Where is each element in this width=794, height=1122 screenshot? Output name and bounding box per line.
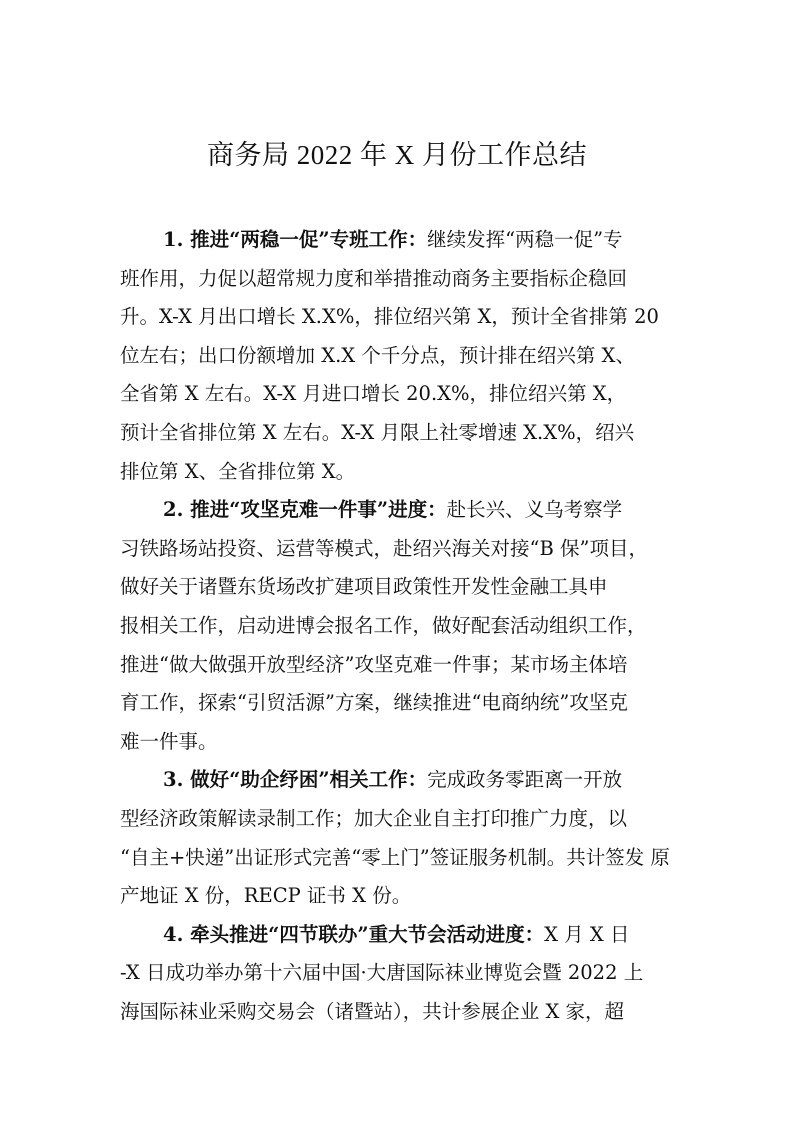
text-line [120, 221, 688, 260]
text-line [120, 877, 688, 916]
line-text: 育工作，探索“引贸活源”方案，继续推进“电商纳统”攻坚克 [120, 691, 628, 715]
section-heading: 1. 推进“两稳一促”专班工作： [163, 228, 428, 251]
line-text: 做好关于诸暨东货场改扩建项目政策性开发性金融工具申 [120, 575, 608, 599]
text-line [120, 954, 688, 993]
line-text: 难一件事。 [120, 729, 218, 753]
line-text: 型经济政策解读录制工作；加大企业自主打印推广力度，以 [120, 806, 628, 830]
document-body [120, 221, 688, 1031]
text-line [120, 530, 688, 569]
line-text: 完成政务零距离一开放 [427, 768, 623, 792]
line-text: -X 日成功举办第十六届中国·大唐国际袜业博览会暨 2022 上 [120, 961, 644, 985]
line-text: 升。X-X 月出口增长 X.X%，排位绍兴第 X，预计全省排第 20 [120, 305, 659, 329]
text-line [120, 260, 688, 299]
line-text: 报相关工作，启动进博会报名工作，做好配套活动组织工作， [120, 613, 647, 637]
line-text: 产地证 X 份，RECP 证书 X 份。 [120, 884, 412, 908]
text-line [120, 993, 688, 1032]
line-text: 推进“做大做强开放型经济”攻坚克难一件事；某市场主体培 [120, 652, 628, 676]
line-text: 赴长兴、义乌考察学 [446, 498, 623, 522]
line-text: 位左右；出口份额增加 X.X 个千分点，预计排在绍兴第 X、 [120, 343, 635, 367]
line-text: 习铁路场站投资、运营等模式，赴绍兴海关对接“B 保”项目， [120, 536, 648, 560]
text-line [120, 684, 688, 723]
line-text: X 月 X 日 [544, 922, 630, 946]
section-heading: 3. 做好“助企纾困”相关工作： [163, 768, 428, 792]
text-line [120, 375, 688, 414]
line-text: 排位第 X、全省排位第 X。 [120, 459, 356, 483]
text-line [120, 337, 688, 376]
line-text: 继续发挥“两稳一促”专 [427, 228, 623, 251]
text-line [120, 916, 688, 955]
text-line [120, 761, 688, 800]
text-line [120, 607, 688, 646]
text-line [120, 453, 688, 492]
text-line [120, 568, 688, 607]
text-line [120, 414, 688, 453]
line-text: 海国际袜业采购交易会（诸暨站），共计参展企业 X 家，超 [120, 999, 625, 1023]
line-text: 全省第 X 左右。X-X 月进口增长 20.X%，排位绍兴第 X， [120, 382, 627, 406]
line-text: 班作用，力促以超常规力度和举措推动商务主要指标企稳回 [120, 266, 628, 290]
line-text: 预计全省排位第 X 左右。X-X 月限上社零增速 X.X%，绍兴 [120, 420, 635, 444]
document-title: 商务局 2022 年 X 月份工作总结 [207, 140, 587, 170]
text-line [120, 491, 688, 530]
line-text: “自主+快递”出证形式完善“零上门”签证服务机制。共计签发 原 [120, 845, 670, 869]
section-heading: 2. 推进“攻坚克难一件事”进度： [163, 498, 447, 522]
text-line [120, 646, 688, 685]
text-line [120, 839, 688, 878]
text-line [120, 723, 688, 762]
text-line [120, 800, 688, 839]
section-heading: 4. 牵头推进“四节联办”重大节会活动进度： [163, 922, 545, 946]
text-line [120, 298, 688, 337]
